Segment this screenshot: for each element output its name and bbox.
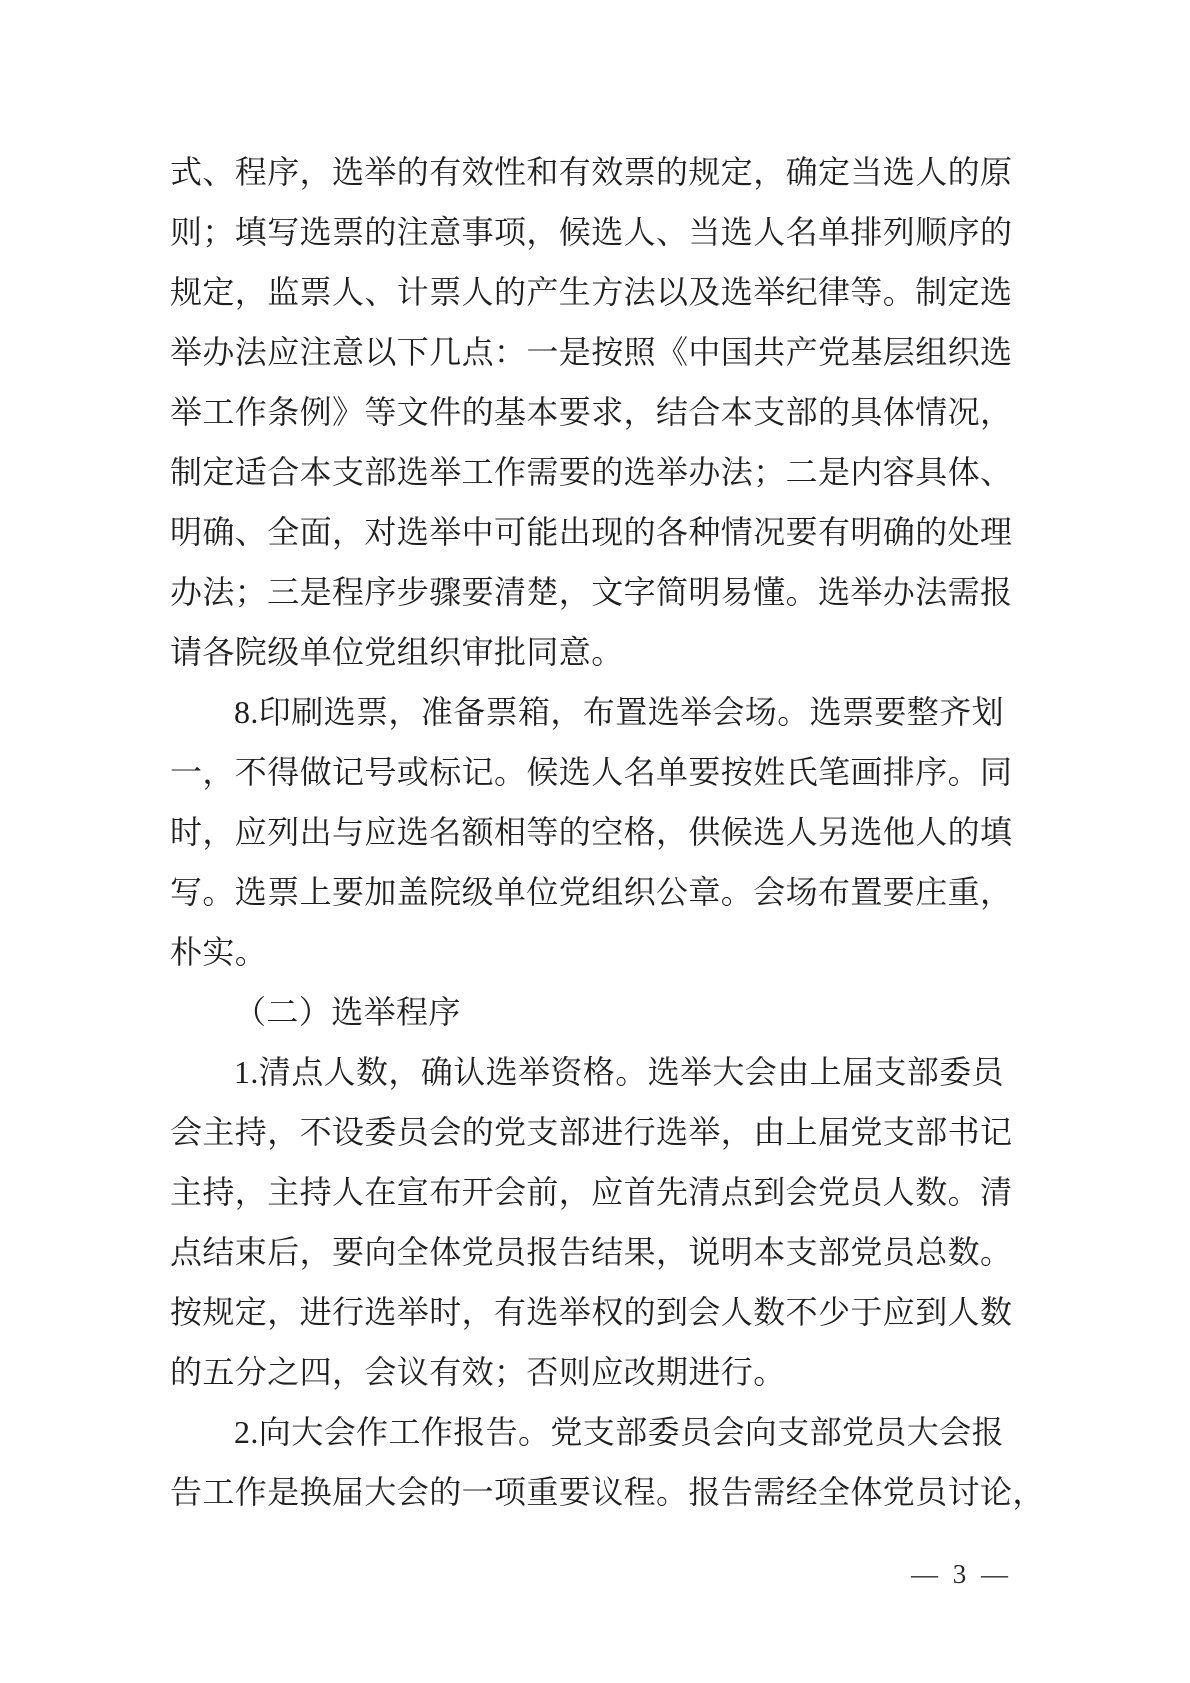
text-line: 告工作是换届大会的一项重要议程。报告需经全体党员讨论， (170, 1474, 1045, 1510)
section-heading: （二）选举程序 (234, 994, 461, 1030)
text-line: 朴实。 (170, 934, 268, 970)
text-line: 会主持，不设委员会的党支部进行选举，由上届党支部书记 (170, 1114, 1013, 1150)
page-number: — 3 — (911, 1559, 1012, 1589)
text-line: 主持，主持人在宣布开会前，应首先清点到会党员人数。清 (170, 1174, 1013, 1210)
text-line: 明确、全面，对选举中可能出现的各种情况要有明确的处理 (170, 514, 1013, 550)
text-line: 请各院级单位党组织审批同意。 (170, 634, 624, 670)
text-line: 的五分之四，会议有效；否则应改期进行。 (170, 1354, 786, 1390)
text-line: 式、程序，选举的有效性和有效票的规定，确定当选人的原 (170, 154, 1013, 190)
page-footer (911, 1558, 1012, 1590)
text-line: 写。选票上要加盖院级单位党组织公章。会场布置要庄重， (170, 874, 1013, 910)
text-line: 举工作条例》等文件的基本要求，结合本支部的具体情况， (170, 394, 1013, 430)
text-line: 按规定，进行选举时，有选举权的到会人数不少于应到人数 (170, 1294, 1013, 1330)
text-line: 制定适合本支部选举工作需要的选举办法；二是内容具体、 (170, 454, 1013, 490)
document-body (170, 142, 1045, 1522)
text-line: 规定，监票人、计票人的产生方法以及选举纪律等。制定选 (170, 274, 1013, 310)
text-line: 举办法应注意以下几点：一是按照《中国共产党基层组织选 (170, 334, 1013, 370)
text-line: 点结束后，要向全体党员报告结果，说明本支部党员总数。 (170, 1234, 1013, 1270)
text-line: 办法；三是程序步骤要清楚，文字简明易懂。选举办法需报 (170, 574, 1013, 610)
text-line-item-8-start: 8.印刷选票，准备票箱，布置选举会场。选票要整齐划 (234, 694, 1005, 730)
text-line: 则；填写选票的注意事项，候选人、当选人名单排列顺序的 (170, 214, 1013, 250)
text-line-item-1-start: 1.清点人数，确认选举资格。选举大会由上届支部委员 (234, 1054, 1005, 1090)
text-line-item-2-start: 2.向大会作工作报告。党支部委员会向支部党员大会报 (234, 1414, 1005, 1450)
text-line: 一，不得做记号或标记。候选人名单要按姓氏笔画排序。同 (170, 754, 1013, 790)
text-line: 时，应列出与应选名额相等的空格，供候选人另选他人的填 (170, 814, 1013, 850)
